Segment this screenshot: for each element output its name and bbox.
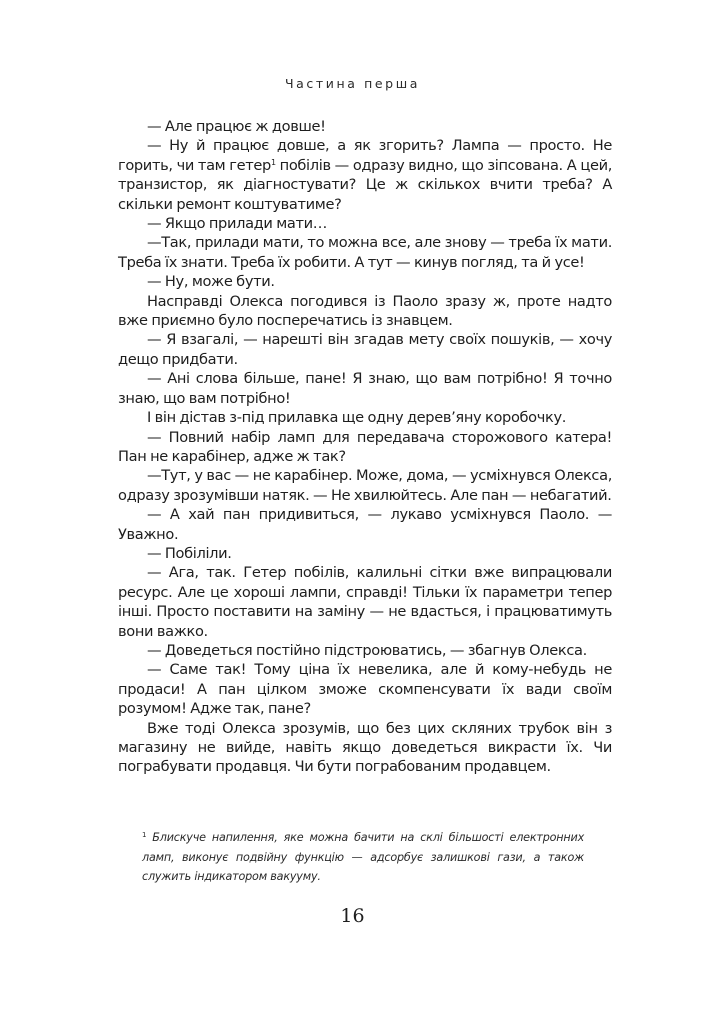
paragraph: [118, 136, 612, 214]
paragraph-text: — Саме так! Тому ціна їх невелика, але й кому-небудь не продаси! А пан цілком зможе скомпенсувати їх вади своїм розумом! Адже так, пане?: [118, 661, 612, 718]
paragraph-text: —Так, прилади мати, то можна все, але знову — треба їх мати. Треба їх знати. Треба їх робити. А тут — кинув погляд, та й усе!: [118, 234, 612, 271]
paragraph-text: — Повний набір ламп для передавача сторожового катера! Пан не карабінер, адже ж так?: [118, 428, 612, 465]
running-head: Частина перша: [284, 76, 420, 91]
paragraph-text: —Тут, у вас — не карабінер. Може, дома, — усміхнувся Олекса, одразу зрозумівши натяк. — Не хвилюйтесь. Але пан — небагатий.: [118, 467, 612, 504]
paragraph: [118, 719, 612, 777]
paragraph-text: — Ну, може бути.: [147, 273, 275, 291]
paragraph-text: І він дістав з-під прилавка ще одну дерев’яну коробочку.: [147, 409, 567, 427]
paragraph: [118, 272, 612, 291]
paragraph: [118, 544, 612, 563]
paragraph: [118, 330, 612, 369]
paragraph: [118, 428, 612, 467]
footnote: [142, 828, 584, 887]
paragraph: [118, 214, 612, 233]
paragraph-text: — Я взагалі, — нарешті він згадав мету своїх пошуків, — хочу дещо придбати.: [118, 331, 612, 368]
footnote-text: Блискуче напилення, яке можна бачити на склі більшості електронних ламп, виконує подвійну функцію — адсорбує залишкові гази, а також служить індикатором вакууму.: [142, 831, 584, 884]
paragraph-text: — Побіліли.: [147, 544, 232, 562]
paragraph: [118, 408, 612, 427]
paragraph-text: побілів — одразу видно, що зіпсована. А цей, транзистор, як діагностувати? Це ж скількох вчити треба? А скільки ремонт коштуватиме?: [118, 156, 612, 213]
paragraph: [118, 369, 612, 408]
paragraph-text: — Ну й працює довше, а як згорить? Лампа — просто. Не горить, чи там гетер: [118, 137, 612, 174]
paragraph: [118, 660, 612, 718]
paragraph-text: — Доведеться постійно підстроюватись, — збагнув Олекса.: [147, 641, 587, 659]
paragraph: [118, 505, 612, 544]
paragraph-text: — Якщо прилади мати…: [147, 215, 328, 233]
paragraph-text: — Ага, так. Гетер побілів, калильні сітки вже випрацювали ресурс. Але це хороші лампи, справді! Тільки їх параметри тепер інші. Просто поставити на заміну — не вдасться, і працюватимуть вони важко.: [118, 564, 612, 640]
paragraph: [118, 292, 612, 331]
paragraph: [118, 117, 612, 136]
paragraph-text: — А хай пан придивиться, — лукаво усміхнувся Паоло. — Уважно.: [118, 506, 612, 543]
paragraph: [118, 563, 612, 641]
body-text: [118, 117, 612, 777]
paragraph-text: Вже тоді Олекса зрозумів, що без цих скляних трубок він з магазину не вийде, навіть якщо доведеться викрасти їх. Чи пограбувати продавця. Чи бути пограбованим продавцем.: [118, 719, 612, 776]
paragraph-text: — Ані слова більше, пане! Я знаю, що вам потрібно! Я точно знаю, що вам потрібно!: [118, 370, 612, 407]
footnote-reference[interactable]: 1: [270, 157, 276, 167]
paragraph-text: Насправді Олекса погодився із Паоло зразу ж, проте надто вже приємно було посперечатись із знавцем.: [118, 292, 612, 330]
paragraph: [118, 233, 612, 272]
paragraph-text: — Але працює ж довше!: [147, 118, 326, 135]
page-number: 16: [340, 905, 365, 927]
paragraph: [118, 466, 612, 505]
footnote-mark: 1: [142, 831, 147, 839]
paragraph: [118, 641, 612, 660]
